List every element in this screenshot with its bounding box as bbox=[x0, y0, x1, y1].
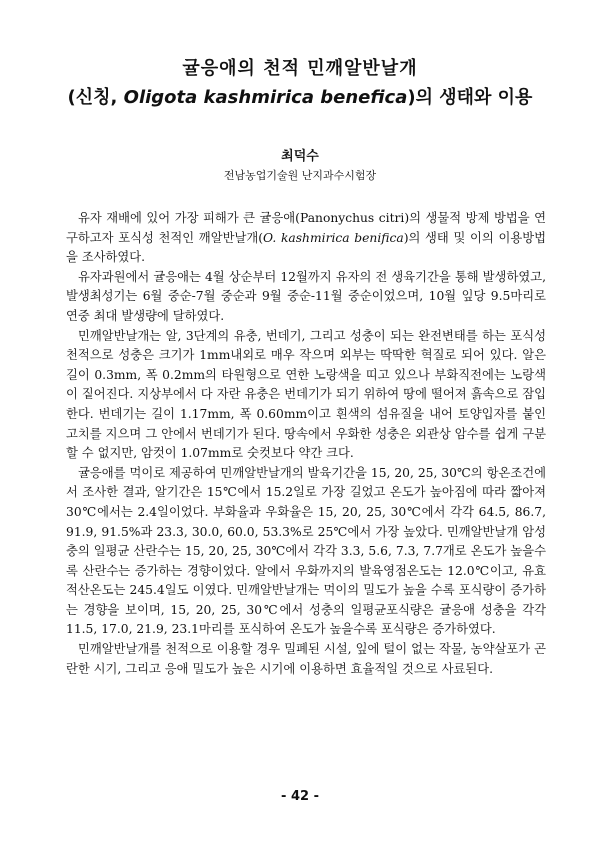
title-suffix: )의 생태와 이용 bbox=[407, 87, 533, 108]
paragraph-4: 귤응애를 먹이로 제공하여 민깨알반날개의 발육기간을 15, 20, 25, 30℃의 항온조건에서 조사한 결과, 알기간은 15℃에서 15.2일로 가장 길었고 온도가 높아짐에 따라 짧아져 30℃에서는 2.4일이었다. 부화율과 우화율은 15, 20, 25, 30℃에서 각각 64.5, 86.7, 91.9, 91.5%과 23.3, 30.0, 60.0, 53.3%로 25℃에서 가장 높았다. 민깨알반날개 암성충의 일평균 산란수는 15, 20, 25, 30℃에서 각각 3.3, 5.6, 7.3, 7.7개로 온도가 높을수록 산란수는 증가하는 경향이었다. 알에서 우화까지의 발육영점온도는 12.0℃이고, 유효적산온도는 245.4일도 이였다. 민깨알반날개는 먹이의 밀도가 높을 수록 포식량이 증가하는 경향을 보이며, 15, 20, 25, 30℃에서 성충의 일평균포식량은 귤응애 성충을 각각 11.5, 17.0, 21.9, 23.1마리를 포식하여 온도가 높을수록 포식량은 증가하였다. bbox=[66, 465, 546, 637]
paragraph-1-text-a: 유자 재배에 있어 가장 피해가 큰 귤응애(Panonychus citri)의 생물적 방제 방법을 연구하고자 포식성 천적인 깨알반날개( bbox=[66, 211, 546, 245]
page-number: - 42 - bbox=[281, 789, 319, 804]
author-name: 최덕수 bbox=[281, 149, 319, 164]
author-affiliation: 전남농업기술원 난지과수시험장 bbox=[223, 169, 377, 182]
paper-title-line1: 귤응애의 천적 민깨알반날개 bbox=[182, 58, 418, 79]
paper-title-line2 bbox=[0, 89, 600, 107]
title-scientific-name: Oligota kashmirica benefica bbox=[123, 87, 408, 108]
paragraph-5: 민깨알반날개를 천적으로 이용할 경우 밀폐된 시설, 잎에 털이 없는 작물, 농약살포가 곤란한 시기, 그리고 응애 밀도가 높은 시기에 이용하면 효율적일 것으로 사료된다. bbox=[66, 642, 546, 676]
paragraph-1-text-b: )의 생태 및 이의 이용방법을 조사하였다. bbox=[66, 230, 546, 265]
title-prefix: (신칭, bbox=[67, 87, 124, 108]
abstract-body bbox=[66, 209, 546, 679]
paragraph-1-scientific-name: O. kashmirica benifica bbox=[263, 230, 404, 245]
paragraph-3: 민깨알반날개는 알, 3단계의 유충, 번데기, 그리고 성충이 되는 완전변태를 하는 포식성 천적으로 성충은 크기가 1mm내외로 매우 작으며 외부는 딱딱한 혁질로 되어 있다. 알은 길이 0.3mm, 폭 0.2mm의 타원형으로 연한 노랑색을 띠고 있으나 부화직전에는 노랑색이 짙어진다. 지상부에서 다 자란 유충은 번데기가 되기 위하여 땅에 떨어져 흙속으로 잠입한다. 번데기는 길이 1.17mm, 폭 0.60mm이고 흰색의 섬유질을 내어 토양입자를 붙인 고치를 지으며 그 안에서 번데기가 된다. 땅속에서 우화한 성충은 외관상 암수를 쉽게 구분할 수 없지만, 암컷이 1.07mm로 숫컷보다 약간 크다. bbox=[66, 328, 546, 461]
paragraph-2: 유자과원에서 귤응애는 4월 상순부터 12월까지 유자의 전 생육기간을 통해 발생하였고, 발생최성기는 6월 중순-7월 중순과 9월 중순-11월 중순이었으며, 10월 잎당 9.5마리로 연중 최대 발생량에 달하였다. bbox=[66, 269, 546, 323]
paragraph-1 bbox=[66, 209, 546, 268]
